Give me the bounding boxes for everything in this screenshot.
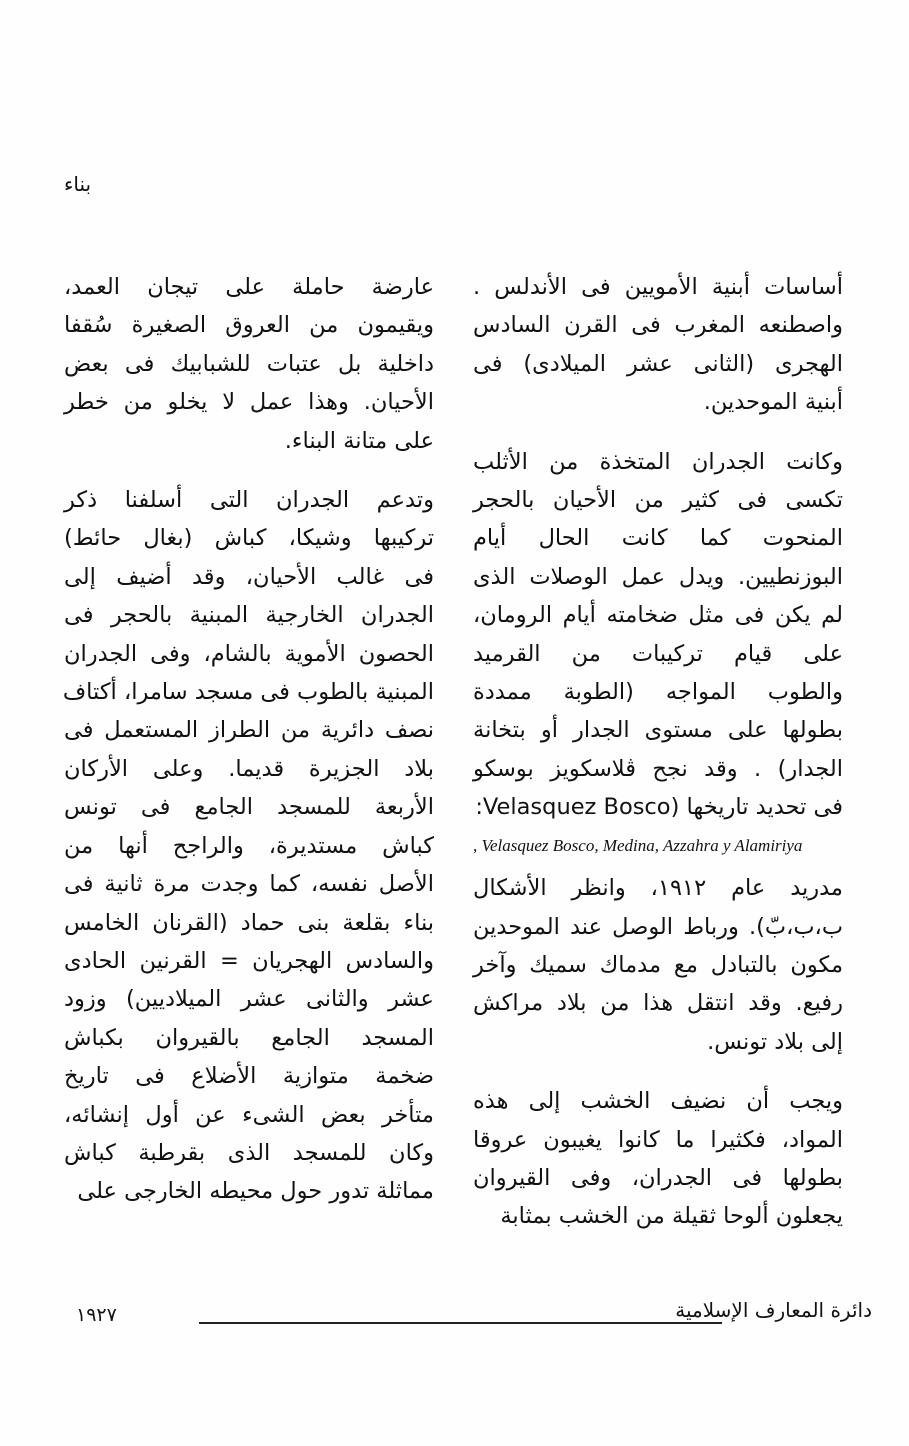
text-line: البوزنطيين. ويدل عمل الوصلات الذى	[473, 563, 843, 590]
text-line: يجعلون ألوحا ثقيلة من الخشب بمثابة	[500, 1203, 843, 1230]
text-line: الهجرى (الثانى عشر الميلادى) فى	[473, 350, 843, 377]
page-number: ١٩٢٧	[76, 1304, 117, 1326]
left-column	[64, 268, 434, 1232]
text-line: متأخر بعض الشىء عن أول إنشائه،	[64, 1101, 434, 1128]
text-line: وكانت الجدران المتخذة من الأثلب	[473, 448, 843, 475]
text-line: والطوب المواجه (الطوبة ممددة	[473, 679, 843, 706]
text-line: بلاد الجزيرة قديما. وعلى الأركان	[64, 755, 434, 782]
text-line: بطولها على مستوى الجدار أو بتخانة	[473, 717, 843, 744]
text-line: على متانة البناء.	[284, 427, 434, 454]
paragraph	[64, 481, 434, 1211]
paragraph	[64, 268, 434, 460]
text-line: المواد، فكثيرا ما كانوا يغيبون عروقا	[473, 1126, 843, 1153]
text-line: أساسات أبنية الأمويين فى الأندلس .	[473, 274, 843, 300]
footer-title: دائرة المعارف الإسلامية	[675, 1298, 872, 1322]
text-line: تركيبها وشيكا، كباش (بغال حائط)	[64, 525, 434, 552]
text-line: أبنية الموحدين.	[703, 389, 843, 416]
text-line: عشر والثانى عشر الميلاديين) وزود	[64, 986, 434, 1013]
text-line: إلى بلاد تونس.	[707, 1028, 843, 1055]
text-line: فى غالب الأحيان، وقد أضيف إلى	[64, 563, 434, 590]
text-line: ويقيمون من العروق الصغيرة سُقفا	[64, 312, 434, 339]
text-line: عارضة حاملة على تيجان العمد،	[64, 274, 434, 300]
text-line: على قيام تركيبات من القرميد	[473, 640, 843, 667]
text-line: ويجب أن نضيف الخشب إلى هذه	[473, 1088, 843, 1115]
footer-rule	[199, 1322, 722, 1324]
text-line: المنحوت كما كانت الحال أيام	[473, 525, 843, 552]
latin-citation-line: , Velasquez Bosco, Medina, Azzahra y Alamiriya	[473, 835, 803, 855]
right-column	[473, 268, 843, 1257]
text-line: رفيع. وقد انتقل هذا من بلاد مراكش	[473, 990, 843, 1017]
paragraph	[473, 268, 843, 422]
text-line: فى تحديد تاريخها (Velasquez Bosco:	[475, 794, 843, 821]
text-line: مدريد عام ١٩١٢، وانظر الأشكال	[473, 875, 843, 902]
text-line: تكسى فى كثير من الأحيان بالحجر	[473, 487, 843, 514]
text-line: وكان للمسجد الذى بقرطبة كباش	[64, 1139, 434, 1166]
text-line: واصطنعه المغرب فى القرن السادس	[473, 312, 843, 339]
text-line: الجدار) . وقد نجح ڤلاسكويز بوسكو	[473, 755, 843, 782]
text-line: لم يكن فى مثل ضخامته أيام الرومان،	[473, 602, 843, 629]
text-line: ب،ب،بّ). ورباط الوصل عند الموحدين	[473, 913, 843, 940]
text-line: داخلية بل عتبات للشبابيك فى بعض	[64, 350, 434, 377]
text-line: الجدران الخارجية المبنية بالحجر فى	[64, 602, 434, 629]
text-line: بطولها فى الجدران، وفى القيروان	[473, 1164, 843, 1191]
text-line: مماثلة تدور حول محيطه الخارجى على	[77, 1178, 434, 1205]
text-line: الأربعة للمسجد الجامع فى تونس	[64, 794, 434, 821]
text-line: الأحيان. وهذا عمل لا يخلو من خطر	[64, 389, 434, 416]
text-line: الأصل نفسه، كما وجدت مرة ثانية فى	[64, 871, 434, 898]
text-line: المبنية بالطوب فى مسجد سامرا، أكتاف	[62, 679, 434, 706]
text-line: المسجد الجامع بالقيروان بكباش	[64, 1024, 434, 1051]
paragraph	[473, 443, 843, 865]
text-line: بناء بقلعة بنى حماد (القرنان الخامس	[64, 909, 434, 936]
text-line: الحصون الأموية بالشام، وفى الجدران	[64, 640, 434, 667]
text-line: مكون بالتبادل مع مدماك سميك وآخر	[473, 951, 843, 978]
text-line: ضخمة متوازية الأضلاع فى تاريخ	[64, 1063, 434, 1090]
text-line: والسادس الهجريان = القرنين الحادى	[64, 947, 434, 974]
text-line: نصف دائرية من الطراز المستعمل فى	[64, 717, 434, 744]
page-footer	[64, 1298, 872, 1338]
running-header: بناء	[64, 172, 92, 196]
text-line: كباش مستديرة، والراجح أنها من	[64, 832, 434, 859]
paragraph	[473, 1082, 843, 1236]
text-line: وتدعم الجدران التى أسلفنا ذكر	[64, 487, 434, 514]
paragraph	[473, 869, 843, 1061]
